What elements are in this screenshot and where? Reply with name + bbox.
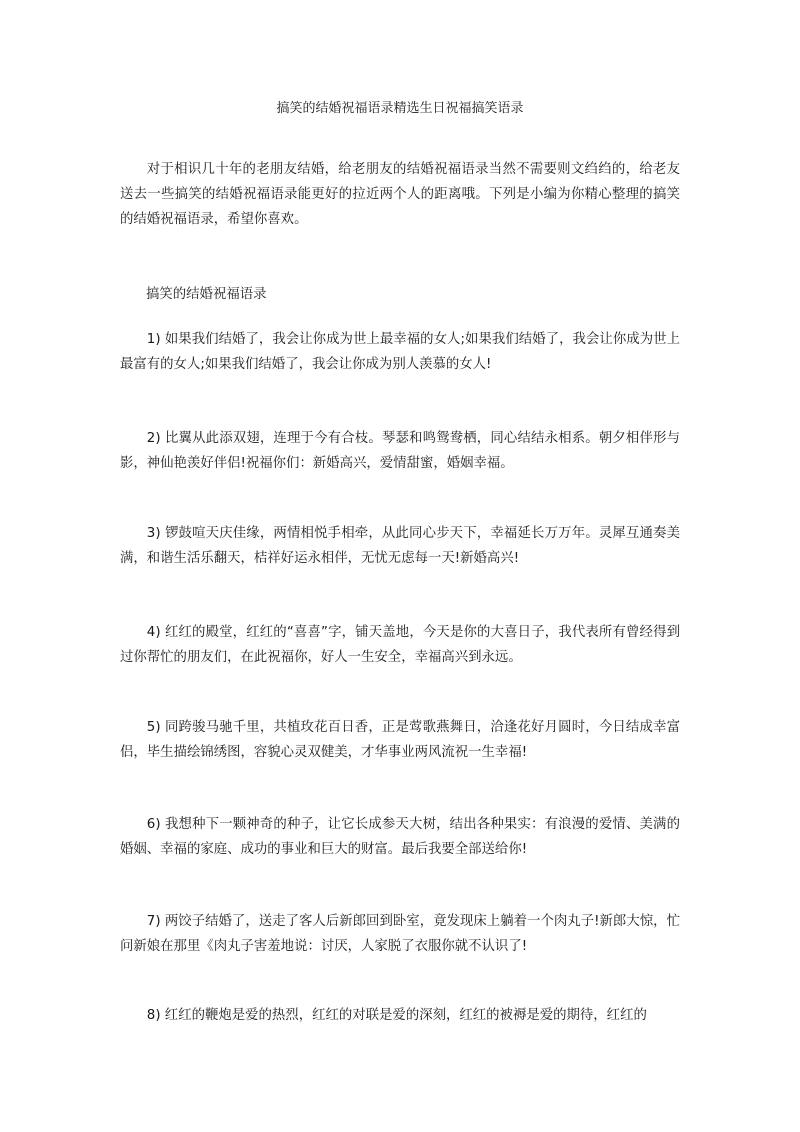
list-item: 6) 我想种下一颗神奇的种子，让它长成参天大树，结出各种果实：有浪漫的爱情、美满的婚姻、幸福的家庭、成功的事业和巨大的财富。最后我要全部送给你! [120, 817, 680, 857]
list-item: 7) 两饺子结婚了，送走了客人后新郎回到卧室，竟发现床上躺着一个肉丸子!新郎大惊，忙问新娘在那里《肉丸子害羞地说：讨厌，人家脱了衣服你就不认识了! [120, 914, 680, 954]
list-item: 2) 比翼从此添双翅，连理于今有合枝。琴瑟和鸣鸳鸯栖，同心结结永相系。朝夕相伴形与影，神仙艳羡好伴侣!祝福你们：新婚高兴，爱情甜蜜，婚姻幸福。 [120, 431, 680, 471]
document-title: 搞笑的结婚祝福语录精选生日祝福搞笑语录 [276, 101, 524, 116]
list-item: 4) 红红的殿堂，红红的“喜喜”字，铺天盖地，今天是你的大喜日子，我代表所有曾经得到过你帮忙的朋友们，在此祝福你，好人一生安全，幸福高兴到永远。 [120, 625, 680, 665]
section-heading: 搞笑的结婚祝福语录 [146, 287, 267, 302]
intro-paragraph: 对于相识几十年的老朋友结婚，给老朋友的结婚祝福语录当然不需要则文绉绉的，给老友送去一些搞笑的结婚祝福语录能更好的拉近两个人的距离哦。下列是小编为你精心整理的搞笑的结婚祝福语录，希望你喜欢。 [120, 162, 680, 227]
list-item: 3) 锣鼓喧天庆佳缘，两情相悦手相牵，从此同心步天下，幸福延长万万年。灵犀互通奏美满，和谐生活乐翻天，桔祥好运永相伴，无忧无虑每一天!新婚高兴! [120, 526, 680, 566]
list-item: 8) 红红的鞭炮是爱的热烈，红红的对联是爱的深刻，红红的被褥是爱的期待，红红的 [146, 1008, 647, 1023]
list-item: 5) 同跨骏马驰千里，共植玫花百日香，正是莺歌燕舞日，洽逢花好月圆时，今日结成幸富侣，毕生描绘锦绣图，容貌心灵双健美，才华事业两风流祝一生幸福! [120, 720, 680, 760]
list-item: 1) 如果我们结婚了，我会让你成为世上最幸福的女人;如果我们结婚了，我会让你成为世上最富有的女人;如果我们结婚了，我会让你成为别人羡慕的女人! [120, 332, 680, 372]
